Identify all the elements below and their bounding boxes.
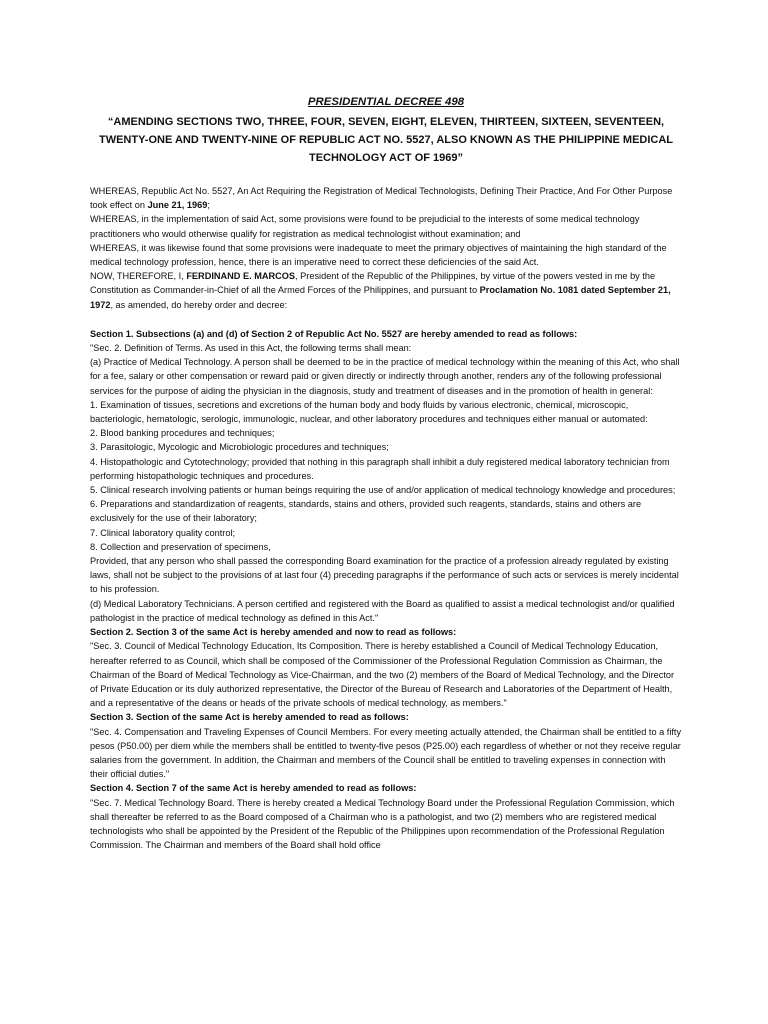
section-1-proviso: Provided, that any person who shall passed the corresponding Board examination for the practice of a profession already regulated by existing laws, shall not be subject to the provisions of at last four (4) preceding paragraphs if the performance of such acts or services is merely incidental to his profession. [90, 556, 679, 595]
section-1-para-a: (a) Practice of Medical Technology. A person shall be deemed to be in the practice of medical technology within the meaning of this Act, who shall for a fee, salary or other compensation or reward paid or given directly or indirectly through another, renders any of the following professional services for the purpose of aiding the physician in the diagnosis, study and treatment of diseases and in the promotion of health in general: [90, 357, 680, 396]
section-3-text: "Sec. 4. Compensation and Traveling Expenses of Council Members. For every meeting actually attended, the Chairman shall be entitled to a fifty pesos (P50.00) per diem while the members shall be entitled to twenty-five pesos (P25.00) each regardless of whether or not they receive regular salaries from the government. In addition, the Chairman and members of the Council shall be entitled to traveling expenses in connection with their official duties." [90, 726, 682, 780]
whereas-1: WHEREAS, Republic Act No. 5527, An Act Requiring the Registration of Medical Technologists, Defining Their Practice, And For Other Purpose took effect on June 21, 1969; [90, 186, 673, 211]
list-item: 3. Parasitologic, Mycologic and Microbiologic procedures and techniques; [90, 442, 389, 453]
list-item: 4. Histopathologic and Cytotechnology; provided that nothing in this paragraph shall inhibit a duly registered medical laboratory technician from performing histopathologic techniques and procedures. [90, 456, 670, 481]
list-item: 7. Clinical laboratory quality control; [90, 527, 236, 538]
section-1-heading: Section 1. Subsections (a) and (d) of Section 2 of Republic Act No. 5527 are hereby amended to read as follows: [90, 328, 578, 339]
list-item: 6. Preparations and standardization of reagents, standards, stains and others, provided such reagents, standards, stains and others are exclusively for the use of their laboratory; [90, 499, 642, 524]
section-4-heading: Section 4. Section 7 of the same Act is hereby amended to read as follows: [90, 783, 417, 794]
list-item: 1. Examination of tissues, secretions and excretions of the human body and body fluids by various electronic, chemical, microscopic, bacteriologic, hematologic, serologic, immunologic, nuclear, and other laboratory procedures and techniques either manual or automated: [90, 399, 648, 425]
whereas-3: WHEREAS, it was likewise found that some provisions were inadequate to meet the primary objectives of maintaining the high standard of the medical technology profession, hence, there is an imperative need to correct these deficiencies of the said Act. [90, 242, 667, 268]
document-title: PRESIDENTIAL DECREE 498 [307, 96, 465, 108]
document-subtitle: “AMENDING SECTIONS TWO, THREE, FOUR, SEVEN, EIGHT, ELEVEN, THIRTEEN, SIXTEEN, SEVENTEEN, TWENTY-ONE AND TWENTY-NINE OF REPUBLIC ACT NO. 5527, ALSO KNOWN AS THE PHILIPPINE MEDICAL TECHNOLOGY ACT OF 1969” [98, 116, 674, 164]
section-1-intro: "Sec. 2. Definition of Terms. As used in this Act, the following terms shall mean: [90, 343, 412, 354]
section-2-heading: Section 2. Section 3 of the same Act is hereby amended and now to read as follows: [90, 627, 457, 638]
section-1-para-d: (d) Medical Laboratory Technicians. A person certified and registered with the Board as qualified to assist a medical technologist and/or qualified pathologist in the practice of medical technology as defined in this Act." [90, 598, 675, 623]
now-therefore: NOW, THEREFORE, I, FERDINAND E. MARCOS, President of the Republic of the Philippines, by virtue of the powers vested in me by the Constitution as Commander-in-Chief of all the Armed Forces of the Philippines, and pursuant to Proclamation No. 1081 dated September 21, 1972, as amended, do hereby order and decree: [90, 271, 671, 310]
section-4-text: "Sec. 7. Medical Technology Board. There is hereby created a Medical Technology Board under the Professional Regulation Commission, which shall thereafter be referred to as the Board composed of a Chairman who is a pathologist, and two (2) members who are registered medical technologists who shall be appointed by the President of the Republic of the Philippines upon recommendation of the Professional Regulation Commission. The Chairman and members of the Board shall hold office [90, 797, 675, 851]
section-2-text: "Sec. 3. Council of Medical Technology Education, Its Composition. There is hereby established a Council of Medical Technology Education, hereafter referred to as Council, which shall be composed of the Commissioner of the Professional Regulation Commission as Chairman, the Chairman of the Board of Medical Technology as Vice-Chairman, and the two (2) members of the Board of Medical Technology, and the Director of Private Education or its duly authorized representative, the Director of the Bureau of Research and Laboratories of the Department of Health, and a representative of the deans or heads of the private schools of medical technology, as members." [90, 641, 675, 709]
document-body [90, 184, 682, 852]
list-item: 5. Clinical research involving patients or human beings requiring the use of and/or application of medical technology knowledge and procedures; [90, 485, 676, 496]
list-item: 8. Collection and preservation of specimens, [90, 541, 271, 552]
section-3-heading: Section 3. Section of the same Act is hereby amended to read as follows: [90, 712, 409, 723]
list-item: 2. Blood banking procedures and techniques; [90, 428, 275, 439]
whereas-2: WHEREAS, in the implementation of said Act, some provisions were found to be prejudicial to the interests of some medical technology practitioners who would otherwise qualify for registration as medical technologist without examination; and [90, 214, 640, 239]
